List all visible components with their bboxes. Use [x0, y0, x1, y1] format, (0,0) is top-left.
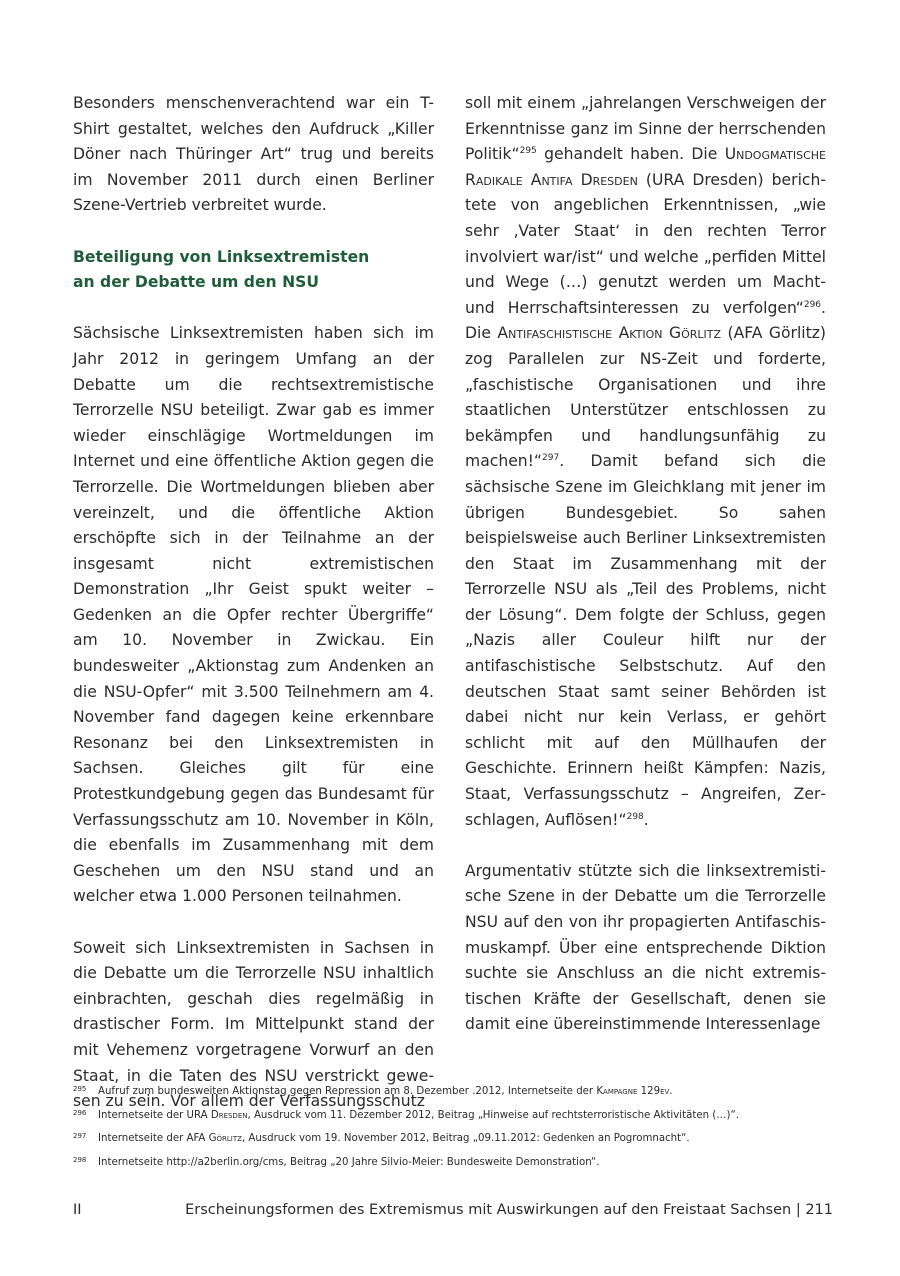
section-number: II	[73, 1202, 82, 1218]
org-name-ura: Undogmatische Radikale Antifa Dresden	[465, 145, 826, 189]
heading-line-1: Beteiligung von Linksextremisten	[73, 247, 370, 266]
footnotes	[73, 1085, 833, 1179]
footnote-ref-298[interactable]: 298	[626, 811, 644, 822]
org-name-afa: Antifaschistische Aktion Görlitz	[497, 324, 721, 343]
footnote-295	[73, 1085, 833, 1109]
footnote-297	[73, 1132, 833, 1156]
section-heading	[73, 245, 434, 296]
footnote-298	[73, 1156, 833, 1180]
footnote-number: 298	[73, 1155, 87, 1164]
footnote-text: Internetseite der URA Dresden, Ausdruck vom 11. Dezember 2012, Beitrag „Hinweise auf rechtsterroristische Aktivitäten (…)“.	[98, 1109, 739, 1121]
footnote-text: Internetseite http://a2berlin.org/cms, Beitrag „20 Jahre Silvio-Meier: Bundesweite Demonstration“.	[98, 1156, 600, 1168]
footnote-text: Aufruf zum bundesweiten Aktionstag gegen Repression am 8. Dezember .2012, Internetseite der Kampagne 129ev.	[98, 1086, 673, 1097]
footnote-number: 295	[73, 1085, 87, 1093]
footnote-number: 297	[73, 1132, 87, 1140]
running-title-page-number: Erscheinungsformen des Extremismus mit Auswirkungen auf den Freistaat Sachsen | 211	[185, 1202, 833, 1218]
right-column	[465, 91, 826, 1038]
footnote-ref-295[interactable]: 295	[519, 146, 537, 156]
paragraph-debate: Sächsische Linksextremisten haben sich im Jahr 2012 in geringem Umfang an der Debatte um die rechtsextremistische Terrorzelle NSU beteiligt. Zwar gab es immer wieder einschlägige Wortmeldungen im Internet und eine öffentliche Aktion gegen die Terrorzelle. Die Wortmeldungen blieben aber vereinzelt, und die öffentliche Aktion erschöpfte sich in der Teilnahme an der insgesamt nicht extremistischen Demonstration „Ihr Geist spukt weiter – Gedenken an die Opfer rechter Übergriffe“ am 10. November in Zwickau. Ein bundesweiter „Aktionstag zum Andenken an die NSU-Opfer“ mit 3.500 Teilnehmern am 4. November fand dagegen keine erkennbare Resonanz bei den Linksextremisten in Sachsen. Gleiches gilt für eine Protestkundgebung gegen das Bundesamt für Verfassungsschutz am 10. November in Köln, die ebenfalls im Zusammenhang mit dem Geschehen um den NSU stand und an welcher etwa 1.000 Personen teilnahmen.	[73, 324, 434, 906]
paragraph-argumentation: Argumentativ stützte sich die linksextremistische Szene in der Debatte um die Terrorzelle NSU auf den von ihr propagierten Antifaschismuskampf. Über eine entsprechende Diktion suchte sie Anschluss an die nicht extremistischen Kräfte der Gesellschaft, denen sie damit eine übereinstimmende Interessenlage	[465, 861, 826, 1034]
left-column	[73, 91, 434, 1115]
footnote-number: 296	[73, 1108, 87, 1117]
paragraph-verfassungsschutz: soll mit einem „jahrelangen Verschweigen der Erkenntnisse ganz im Sinne der herrschenden Politik“$^{295}$ gehandelt haben. Die Undogmatische Radikale Antifa Dresden (URA Dresden) berichtete von angeblichen Erkenntnissen, „wie sehr ‚Vater Staat‘ in den rechten Terror involviert war/ist“ und welche „perfiden Mittel und Wege (…) genutzt werden um Macht- und Herrschaftsinteressen zu verfolgen“$^{296}$. Die Antifaschistische Aktion Görlitz (AFA Görlitz) zog Parallelen zur NS-Zeit und forderte, „faschistische Organisationen und ihre staatlichen Unterstützer entschlossen zu bekämpfen und handlungsunfähig zu machen!“$^{297}$. Damit befand sich die sächsische Szene im Gleichklang mit jener im übrigen Bundesgebiet. So sahen beispielsweise auch Berliner Linksextremisten den Staat im Zusammenhang mit der Terrorzelle NSU als „Teil des Problems, nicht der Lösung“. Dem folgte der Schluss, gegen „Nazis aller Couleur hilft nur der antifaschistische Selbstschutz. Auf den deutschen Staat samt seiner Behörden ist dabei nicht nur kein Verlass, er gehört schlicht mit auf den Müllhaufen der Geschichte. Erinnern heißt Kämpfen: Nazis, Staat, Verfassungsschutz – Angreifen, Zerschlagen, Auflösen!“$^{298}$.	[465, 94, 827, 829]
footnote-text: Internetseite der AFA Görlitz, Ausdruck vom 19. November 2012, Beitrag „09.11.2012: Gedenken an Pogromnacht“.	[98, 1133, 690, 1144]
paragraph-drastic-form: Soweit sich Linksextremisten in Sachsen in die Debatte um die Terrorzelle NSU inhaltlich einbrachten, geschah dies regelmäßig in drastischer Form. Im Mittelpunkt stand der mit Vehemenz vorgetragene Vorwurf an den Staat, in die Taten des NSU verstrickt gewesen zu sein. Vor allem der Verfassungsschutz	[73, 938, 434, 1111]
footnote-ref-296[interactable]: 296	[803, 299, 822, 310]
heading-line-2: an der Debatte um den NSU	[73, 273, 320, 292]
footnote-296	[73, 1109, 833, 1133]
paragraph-tshirt: Besonders menschenverachtend war ein T-Shirt gestaltet, welches den Aufdruck „Killer Döner nach Thüringer Art“ trug und bereits im November 2011 durch einen Berliner Szene-Vertrieb verbreitet wurde.	[73, 94, 434, 215]
footnote-ref-297[interactable]: 297	[542, 453, 560, 464]
